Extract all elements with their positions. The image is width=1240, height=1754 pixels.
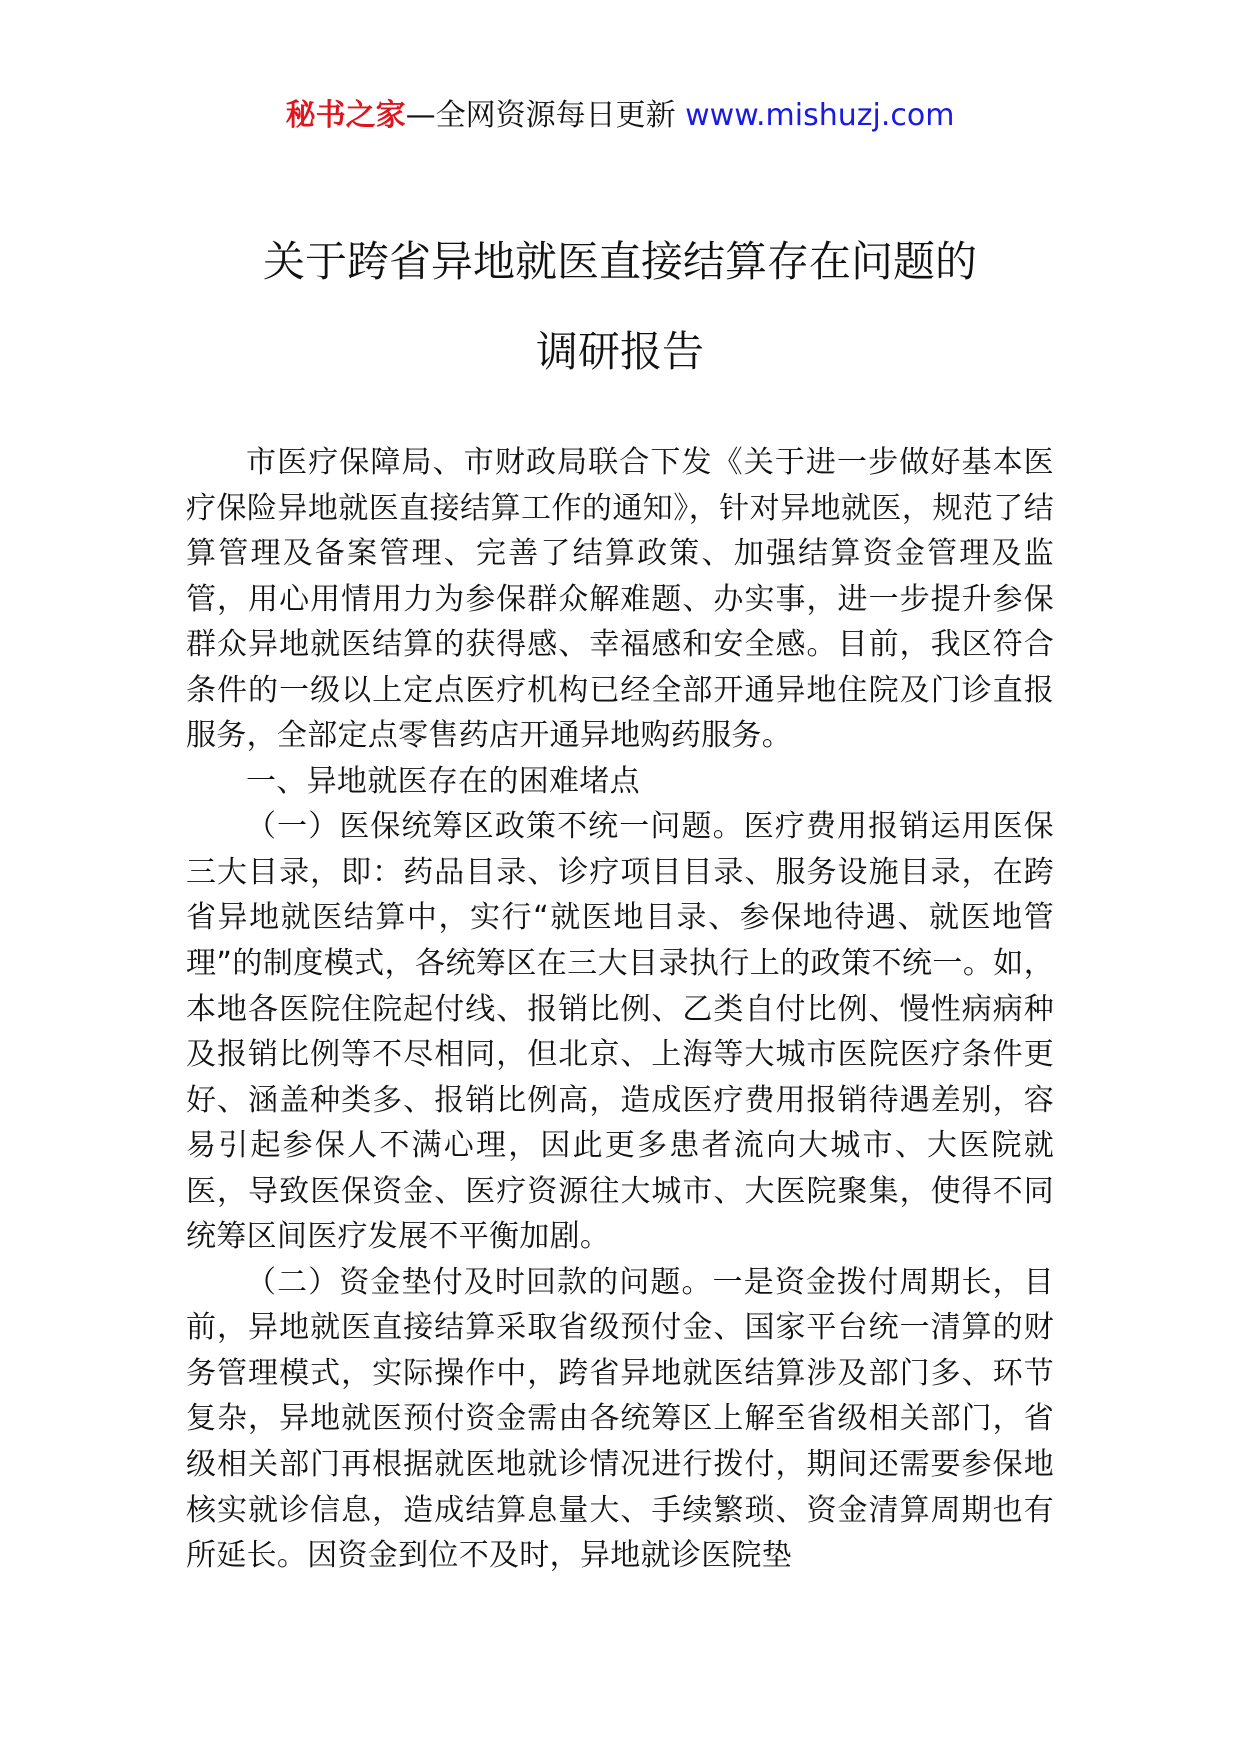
site-url-link[interactable]: www.mishuzj.com <box>685 98 955 133</box>
document-title-line-1: 关于跨省异地就医直接结算存在问题的 <box>262 237 977 286</box>
paragraph-2: （二）资金垫付及时回款的问题。一是资金拨付周期长，目前，异地就医直接结算采取省级预付金、国家平台统一清算的财务管理模式，实际操作中，跨省异地就医结算涉及部门多、环节复杂，异地就医预付资金需由各统筹区上解至省级相关部门，省级相关部门再根据就医地就诊情况进行拨付，期间还需要参保地核实就诊信息，造成结算息量大、手续繁琐、资金清算周期也有所延长。因资金到位不及时，异地就诊医院垫 <box>186 1264 1054 1574</box>
section-heading-1: 一、异地就医存在的困难堵点 <box>246 763 640 799</box>
paragraph-intro: 市医疗保障局、市财政局联合下发《关于进一步做好基本医疗保险异地就医直接结算工作的通知》，针对异地就医，规范了结算管理及备案管理、完善了结算政策、加强结算资金管理及监管，用心用情用力为参保群众解难题、办实事，进一步提升参保群众异地就医结算的获得感、幸福感和安全感。目前，我区符合条件的一级以上定点医疗机构已经全部开通异地住院及门诊直报服务，全部定点零售药店开通异地购药服务。 <box>186 445 1054 754</box>
document-body <box>186 440 1054 1579</box>
document-title-line-2: 调研报告 <box>535 327 704 376</box>
paragraph-1: （一）医保统筹区政策不统一问题。医疗费用报销运用医保三大目录，即：药品目录、诊疗项目目录、服务设施目录，在跨省异地就医结算中，实行“就医地目录、参保地待遇、就医地管理”的制度模式，各统筹区在三大目录执行上的政策不统一。如，本地各医院住院起付线、报销比例、乙类自付比例、慢性病病种及报销比例等不尽相同，但北京、上海等大城市医院医疗条件更好、涵盖种类多、报销比例高，造成医疗费用报销待遇差别，容易引起参保人不满心理，因此更多患者流向大城市、大医院就医，导致医保资金、医疗资源往大城市、大医院聚集，使得不同统筹区间医疗发展不平衡加剧。 <box>186 809 1054 1255</box>
brand-name: 秘书之家 <box>285 98 406 133</box>
banner-slogan: —全网资源每日更新 <box>405 98 686 133</box>
site-banner <box>0 96 1240 136</box>
